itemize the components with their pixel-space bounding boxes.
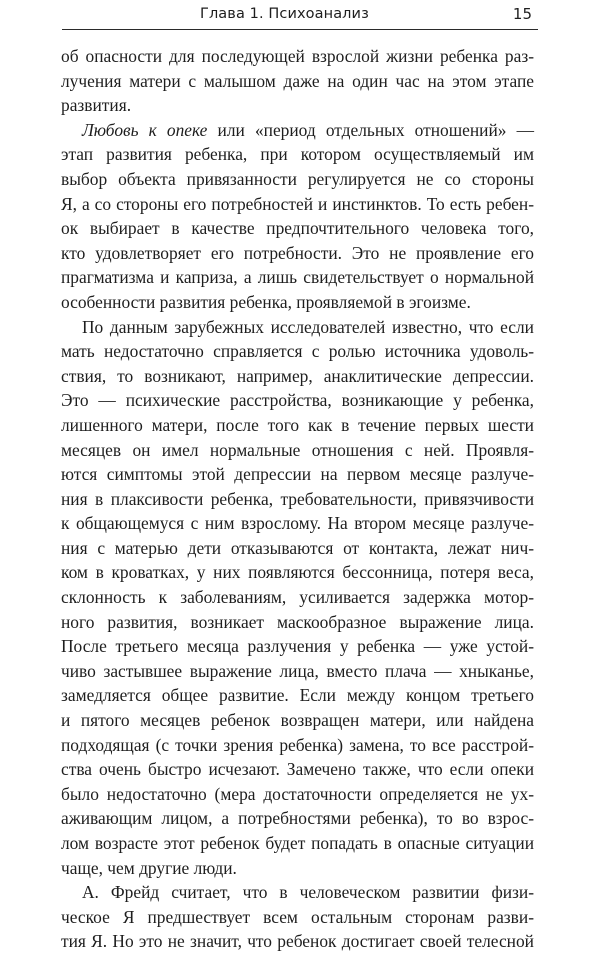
text-line: и пятого месяцев ребенок возвращен матери, или найдена: [61, 710, 534, 731]
text-line: Я, а со стороны его потребностей и инстинктов. То есть ребен-: [61, 193, 534, 214]
text-line: этап развития ребенка, при котором осуществляемый им: [61, 144, 534, 165]
text-line: чаще, чем другие люди.: [61, 857, 237, 878]
text-line: мать недостаточно справляется с ролью источника удоволь-: [61, 341, 534, 362]
text-line: подходящая (с точки зрения ребенка) замена, то все расстрой-: [61, 734, 534, 755]
text-line: особенности развития ребенка, проявляемой в эгоизме.: [61, 291, 471, 312]
text-line: А. Фрейд считает, что в человеческом развитии физи-: [82, 882, 534, 903]
text-line: было недостаточно (мера достаточности определяется не ух-: [61, 783, 534, 804]
text-line: прагматизма и каприза, а лишь свидетельствует о нормальной: [61, 267, 534, 288]
paragraph: [61, 880, 534, 954]
text-line: ного развития, возникает маскообразное выражение лица.: [61, 611, 534, 632]
text-run: или «период отдельных отношений» —: [207, 119, 534, 140]
body-text: [61, 44, 534, 954]
chapter-title: Глава 1. Психоанализ: [200, 6, 369, 22]
text-line: тия Я. Но это не значит, что ребенок достигает своей телесной: [61, 931, 534, 952]
text-line: к общающемуся с ним взрослому. На втором месяце разлуче-: [61, 513, 534, 534]
text-line: выбор объекта привязанности регулируется не со стороны: [61, 168, 534, 189]
text-line: аживающим лицом, а потребностями ребенка), то во взрос-: [61, 808, 534, 829]
text-line: Это — психические расстройства, возникающие у ребенка,: [61, 390, 534, 411]
text-line: По данным зарубежных исследователей известно, что если: [82, 316, 534, 337]
text-line: ческое Я предшествует всем остальным сторонам разви-: [61, 906, 534, 927]
text-line: склонность к заболеваниям, усиливается задержка мотор-: [61, 587, 534, 608]
paragraph: [61, 315, 534, 881]
text-line: ком в кроватках, у них появляются бессонница, потеря веса,: [61, 562, 534, 583]
text-line: лом возрасте этот ребенок будет попадать в опасные ситуации: [61, 833, 534, 853]
text-line: месяцев он имел нормальные отношения с ней. Проявля-: [61, 439, 534, 460]
text-line: замедляется общее развитие. Если между концом третьего: [61, 685, 534, 706]
text-line: [61, 118, 534, 143]
text-line: ствия, то возникают, например, анаклитические депрессии.: [61, 365, 534, 386]
text-line: ются симптомы этой депрессии на первом месяце разлуче-: [61, 464, 534, 485]
italic-term: Любовь к опеке: [82, 119, 208, 140]
text-line: лишенного матери, после того как в течение первых шести: [61, 414, 534, 435]
text-line: ния с матерью дети отказываются от контакта, лежат нич-: [61, 537, 534, 558]
paragraph: [61, 118, 534, 315]
text-line: После третьего месяца разлучения у ребенка — уже устой-: [61, 636, 534, 657]
text-line: ок выбирает в качестве предпочтительного человека того,: [61, 218, 534, 239]
text-line: ния в плаксивости ребенка, требовательности, привязчивости: [61, 488, 534, 509]
paragraph: [61, 44, 534, 118]
text-line: об опасности для последующей взрослой жизни ребенка раз-: [61, 46, 534, 66]
text-line: кто удовлетворяет его потребности. Это не проявление его: [61, 242, 534, 263]
text-line: развития.: [61, 95, 132, 116]
text-line: чиво застывшее выражение лица, вместо плача — хныканье,: [61, 660, 534, 681]
page-number: 15: [512, 5, 532, 23]
running-header: [62, 0, 538, 30]
text-line: ства очень быстро исчезают. Замечено также, что если опеки: [61, 759, 534, 780]
text-line: лучения матери с малышом даже на один час на этом этапе: [61, 70, 534, 91]
